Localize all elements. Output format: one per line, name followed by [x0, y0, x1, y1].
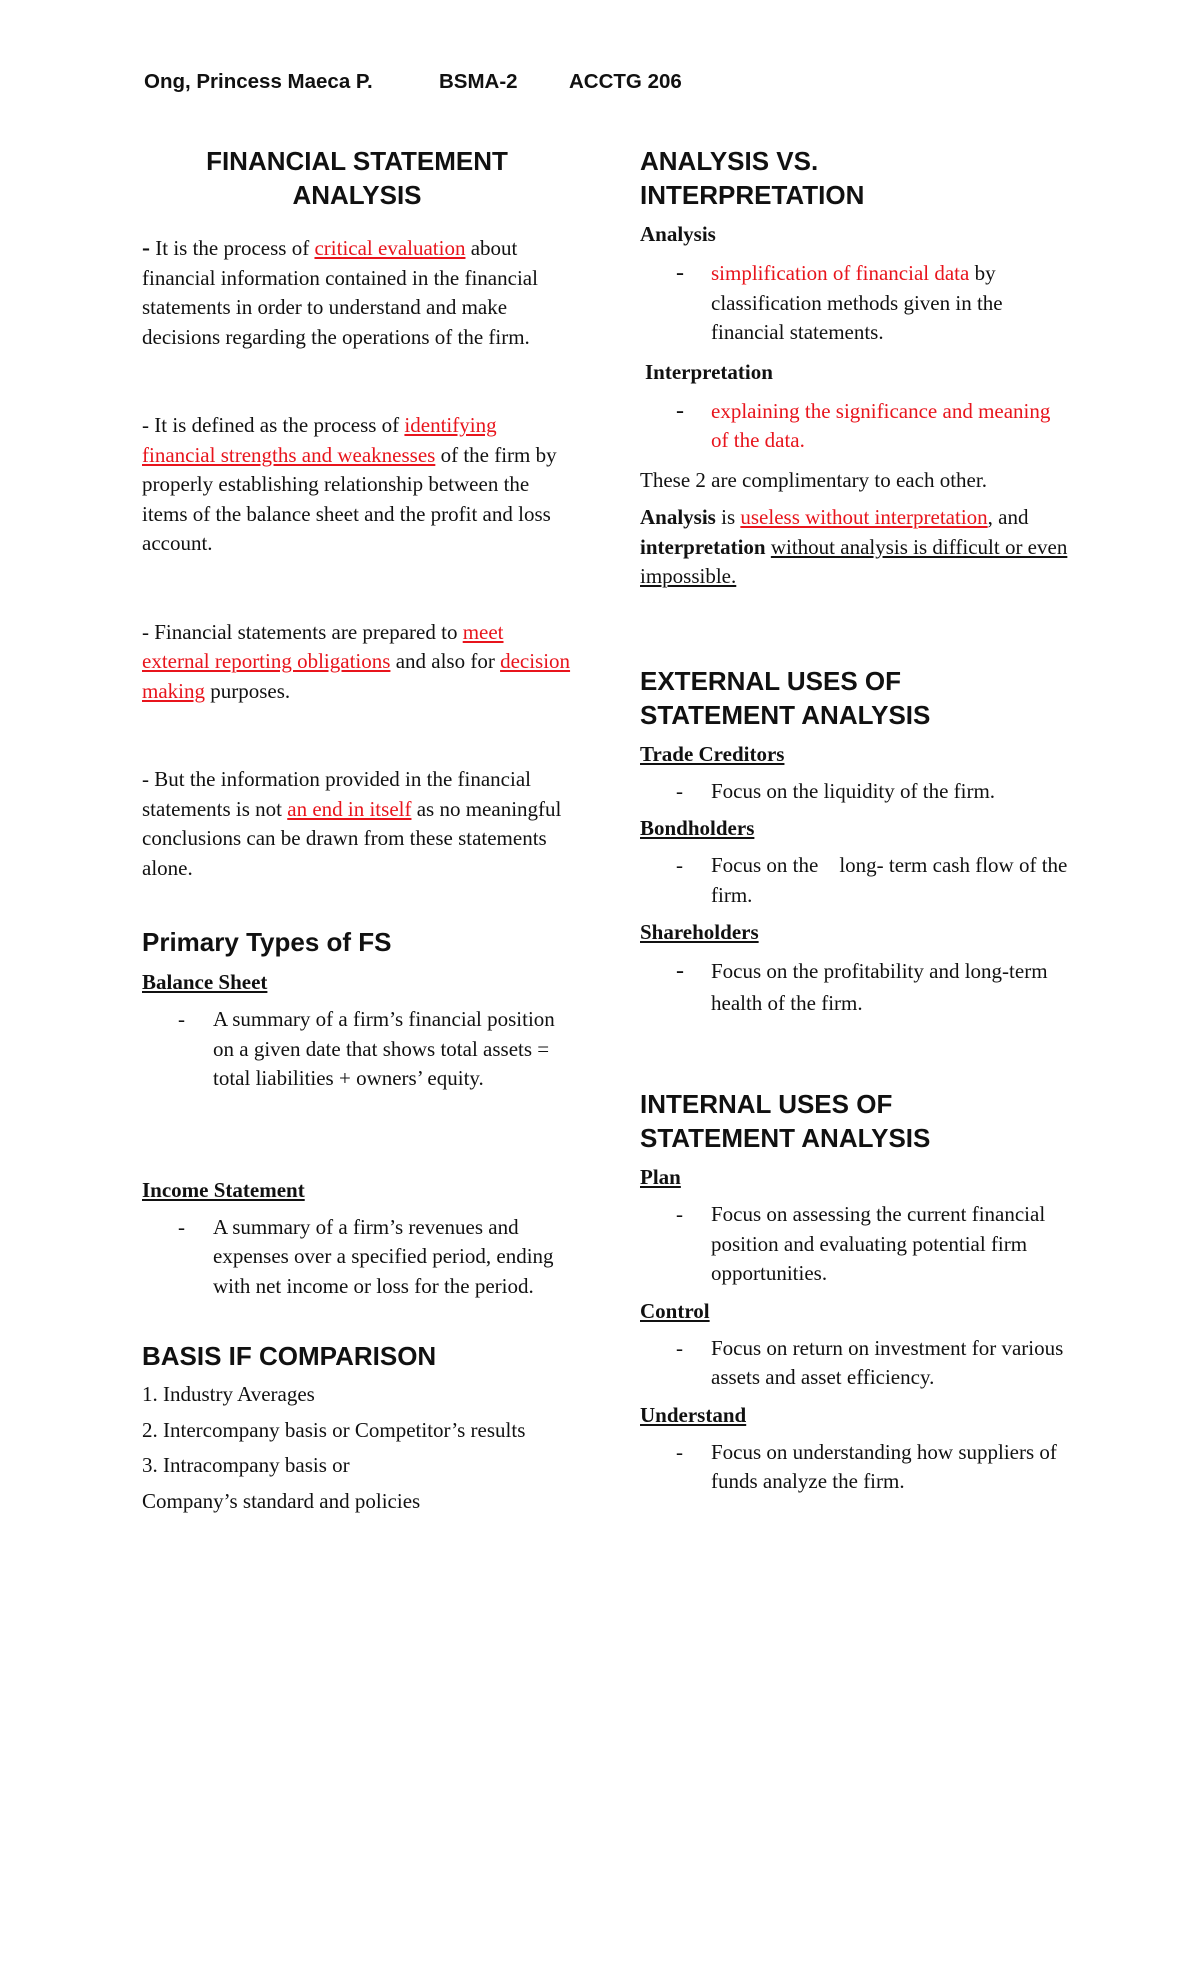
- program: BSMA-2: [439, 70, 518, 93]
- primary-types-heading: Primary Types of FS: [142, 927, 392, 957]
- page-header: [144, 70, 682, 94]
- basis-item-1: 1. Industry Averages: [142, 1382, 315, 1406]
- shareholders-item: - Focus on the profitability and long-term health of the firm.: [676, 958, 1048, 1015]
- analysis-label: Analysis: [640, 222, 716, 246]
- student-name: Ong, Princess Maeca P.: [144, 70, 373, 93]
- basis-heading: BASIS IF COMPARISON: [142, 1341, 437, 1371]
- fsa-title: FINANCIAL STATEMENT ANALYSIS: [206, 146, 508, 210]
- complement-note: These 2 are complimentary to each other.: [640, 467, 987, 492]
- trade-creditors-item: - Focus on the liquidity of the firm.: [676, 778, 996, 803]
- trade-creditors-title: Trade Creditors: [640, 741, 785, 766]
- interpretation-label: Interpretation: [645, 359, 773, 384]
- highlight-decision-making: decision making: [142, 649, 571, 703]
- right-column: [640, 140, 1073, 1497]
- understand-item: - Focus on understanding how suppliers of funds analyze the firm.: [676, 1439, 1057, 1493]
- income-statement-item: - A summary of a firm’s revenues and expenses over a specified period, ending with net income or loss for the period.: [178, 1214, 554, 1298]
- internal-uses-heading: INTERNAL USES OF STATEMENT ANALYSIS: [640, 1089, 931, 1153]
- highlight-strengths-weaknesses: identifying financial strengths and weaknesses: [142, 413, 497, 467]
- interpretation-item: - explaining the significance and meaning of the data.: [676, 397, 1051, 452]
- balance-sheet-item: - A summary of a firm’s financial position on a given date that shows total assets = total liabilities + owners’ equity.: [178, 1007, 555, 1090]
- left-column: [142, 140, 572, 1516]
- bondholders-title: Bondholders: [640, 816, 755, 840]
- highlight-end-in-itself: an end in itself: [287, 796, 412, 821]
- external-uses-heading: EXTERNAL USES OF STATEMENT ANALYSIS: [640, 665, 931, 730]
- fsa-paragraph-2: - It is defined as the process of identifying financial strengths and weaknesses of the firm by properly establishing relationship between the items of the balance sheet and the profit and loss account.: [142, 413, 557, 555]
- basis-item-3: 3. Intracompany basis or: [142, 1453, 350, 1477]
- highlight-external-reporting: meet external reporting obligations: [142, 619, 504, 673]
- basis-item-2: 2. Intercompany basis or Competitor’s results: [142, 1417, 526, 1442]
- understand-title: Understand: [640, 1402, 747, 1427]
- balance-sheet-title: Balance Sheet: [142, 970, 268, 994]
- fsa-paragraph-1: - It is the process of critical evaluation about financial information contained in the financial statements in order to understand and make decisions regarding the operations of the firm.: [142, 235, 538, 349]
- basis-item-4: Company’s standard and policies: [142, 1488, 421, 1513]
- fsa-paragraph-4: - But the information provided in the financial statements is not an end in itself as no meaningful conclusions can be drawn from these statements alone.: [142, 767, 562, 880]
- control-title: Control: [640, 1298, 710, 1323]
- plan-title: Plan: [640, 1165, 681, 1189]
- plan-item: - Focus on assessing the current financial position and evaluating potential firm opportunities.: [676, 1202, 1046, 1285]
- highlight-critical-evaluation: critical evaluation: [314, 236, 466, 260]
- shareholders-title: Shareholders: [640, 920, 759, 944]
- income-statement-title: Income Statement: [142, 1177, 305, 1202]
- analysis-interpretation-sentence: Analysis is useless without interpretation, and interpretation without analysis is difficult or even impossible.: [640, 505, 1068, 588]
- control-item: - Focus on return on investment for various assets and asset efficiency.: [676, 1335, 1064, 1389]
- bondholders-item: - Focus on the long- term cash flow of the firm.: [676, 853, 1073, 907]
- analysis-item: - simplification of financial data by classification methods given in the financial statements.: [676, 260, 1003, 344]
- course-code: ACCTG 206: [569, 70, 682, 93]
- fsa-paragraph-3: - Financial statements are prepared to meet external reporting obligations and also for decision making purposes.: [142, 619, 571, 703]
- analysis-vs-interpretation-title: ANALYSIS VS. INTERPRETATION: [640, 146, 865, 210]
